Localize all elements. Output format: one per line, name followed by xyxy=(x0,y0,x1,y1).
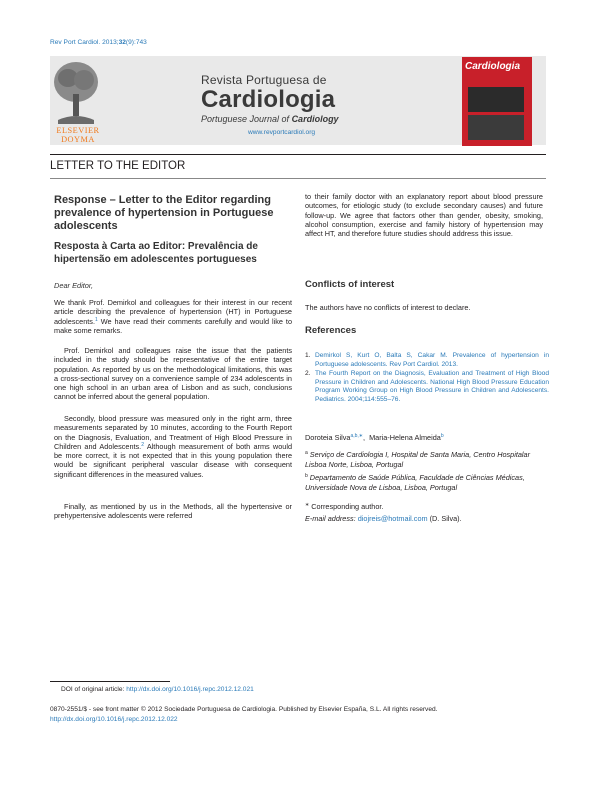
affiliation-text: Departamento de Saúde Pública, Faculdade de Ciências Médicas, Universidade Nova de Lisboa, Lisboa, Portugal xyxy=(305,473,525,492)
email-label: E-mail address: xyxy=(305,514,358,523)
conflicts-heading: Conflicts of interest xyxy=(305,279,395,290)
affiliation-b xyxy=(305,473,541,492)
reference-number: 1. xyxy=(305,352,311,359)
original-doi-label: DOI of original article: xyxy=(61,686,127,693)
paragraph-1-text: We thank Prof. Demirkol and colleagues for their interest in our recent article describing the prevalence of hypertension (HT) in Portuguese adolescents. xyxy=(54,298,292,326)
corresponding-author-note xyxy=(305,502,383,511)
citation-ref-1[interactable]: 1 xyxy=(94,316,98,323)
copyright-line: 0870-2551/$ - see front matter © 2012 Sociedade Portuguesa de Cardiologia. Published by Elsevier España, S.L. All rights reserved. xyxy=(50,706,438,713)
paragraph-5: to their family doctor with an explanatory report about blood pressure outcomes, for etiologic study (to exclude secondary causes) and future follow-up. We agree that factors other than gender, obesity, smoking, alcohol consumption, exercise and family history of hypertension may affect HT, and therefore future studies should address this issue. xyxy=(305,192,543,239)
reference-item[interactable] xyxy=(305,370,549,404)
reference-text: Demirkol S, Kurt O, Balta S, Cakar M. Prevalence of hypertension in Portuguese adolescents. Rev Port Cardiol. 2013. xyxy=(315,352,549,368)
cover-photo-bottom xyxy=(468,115,524,140)
paragraph-4: Finally, as mentioned by us in the Methods, all the hypertensive or prehypertensive adolescents were referred xyxy=(54,502,292,521)
author-affiliation-marks[interactable]: a,b,∗ xyxy=(350,433,363,439)
publisher-name-secondary: DOYMA xyxy=(61,135,95,144)
journal-name: Cardiologia xyxy=(201,86,336,113)
reference-item[interactable] xyxy=(305,352,549,369)
author-separator: , xyxy=(362,433,370,442)
asterisk-mark: ∗ xyxy=(305,502,310,508)
journal-citation[interactable] xyxy=(50,39,147,46)
section-label: LETTER TO THE EDITOR xyxy=(50,160,186,172)
citation-year: 2013; xyxy=(102,39,119,46)
author-name: Doroteia Silva xyxy=(305,433,351,442)
paragraph-1 xyxy=(54,298,292,335)
affiliation-text: Serviço de Cardiologia I, Hospital de Santa Maria, Centro Hospitalar Lisboa Norte, Lisboa, Portugal xyxy=(305,450,531,469)
email-link[interactable]: diojreis@hotmail.com xyxy=(357,514,428,523)
affiliation-mark: b xyxy=(305,473,308,479)
original-doi-link[interactable]: http://dx.doi.org/10.1016/j.repc.2012.12.021 xyxy=(126,686,254,693)
affiliation-a xyxy=(305,450,541,469)
citation-issue-page: (9):743 xyxy=(125,39,147,46)
article-title: Response – Letter to the Editor regarding prevalence of hypertension in Portuguese adolescents xyxy=(54,194,274,232)
cover-title: Cardiologia xyxy=(465,61,521,72)
publisher-name: ELSEVIER xyxy=(56,126,100,135)
article-subtitle: Resposta à Carta ao Editor: Prevalência de hipertensão em adolescentes portugueses xyxy=(54,241,258,265)
footnote-divider xyxy=(50,681,170,682)
paragraph-2: Prof. Demirkol and colleagues raise the issue that the patients included in the study should be representative of the entire target population. As reported by us on the methodological limitations, this was a cross-sectional survey on a convenience sample of 234 adolescents in one high school in an urban area of Lisbon and as such, conclusions cannot be inferred about the general population. xyxy=(54,346,292,402)
conflicts-text: The authors have no conflicts of interest to declare. xyxy=(305,303,471,312)
journal-english-emphasis: Cardiology xyxy=(291,114,339,124)
journal-cover-image xyxy=(462,57,532,146)
paragraph-1-text-end: We have read their comments carefully and would like to make some remarks. xyxy=(54,316,292,335)
corresponding-text: Corresponding author. xyxy=(311,502,384,511)
elsevier-tree-logo-icon xyxy=(52,60,100,126)
citation-journal: Rev Port Cardiol. xyxy=(50,39,101,46)
header-divider xyxy=(50,154,546,155)
journal-name-prefix: Revista Portuguesa de xyxy=(201,73,327,87)
journal-english-prefix: Portuguese Journal of xyxy=(201,114,292,124)
email-owner: (D. Silva). xyxy=(427,514,462,523)
paragraph-3 xyxy=(54,414,292,479)
citation-ref-2[interactable]: 2 xyxy=(141,441,144,448)
paragraph-3-text: Secondly, blood pressure was measured only in the right arm, three measurements separated by 10 minutes, according to the Fourth Report on the Diagnosis, Evaluation, and Treatment of High Blood Pressure in Children and Adolescents. xyxy=(54,414,292,451)
affiliation-mark: a xyxy=(305,450,308,456)
article-doi-link[interactable]: http://dx.doi.org/10.1016/j.repc.2012.12.022 xyxy=(50,716,178,723)
citation-volume: 32 xyxy=(118,39,126,46)
section-divider xyxy=(50,178,546,179)
author-name: Maria-Helena Almeida xyxy=(369,433,441,442)
reference-text: The Fourth Report on the Diagnosis, Evaluation and Treatment of High Blood Pressure in Children and Adolescents. National High Blood Pressure Education Program Working Group on High Blood Pressure in Children and Adolescents. Pediatrics. 2004;114:555–76. xyxy=(315,370,549,403)
journal-url-link[interactable]: www.revportcardiol.org xyxy=(248,129,316,136)
paragraph-3-text-end: Although measurement of both arms would be more correct, it is not expected that in this young population there would be significant peripheral vascular disease with consequent significant differences in the measured values. xyxy=(54,441,292,479)
references-heading: References xyxy=(305,325,357,336)
original-doi-line xyxy=(61,686,254,693)
publisher-logo xyxy=(50,126,106,144)
cover-photo-top xyxy=(468,87,524,112)
journal-english-name xyxy=(201,114,339,124)
email-line xyxy=(305,514,462,523)
salutation: Dear Editor, xyxy=(54,281,94,290)
author-list xyxy=(305,433,444,442)
author-affiliation-marks[interactable]: b xyxy=(440,433,444,439)
reference-number: 2. xyxy=(305,370,311,377)
